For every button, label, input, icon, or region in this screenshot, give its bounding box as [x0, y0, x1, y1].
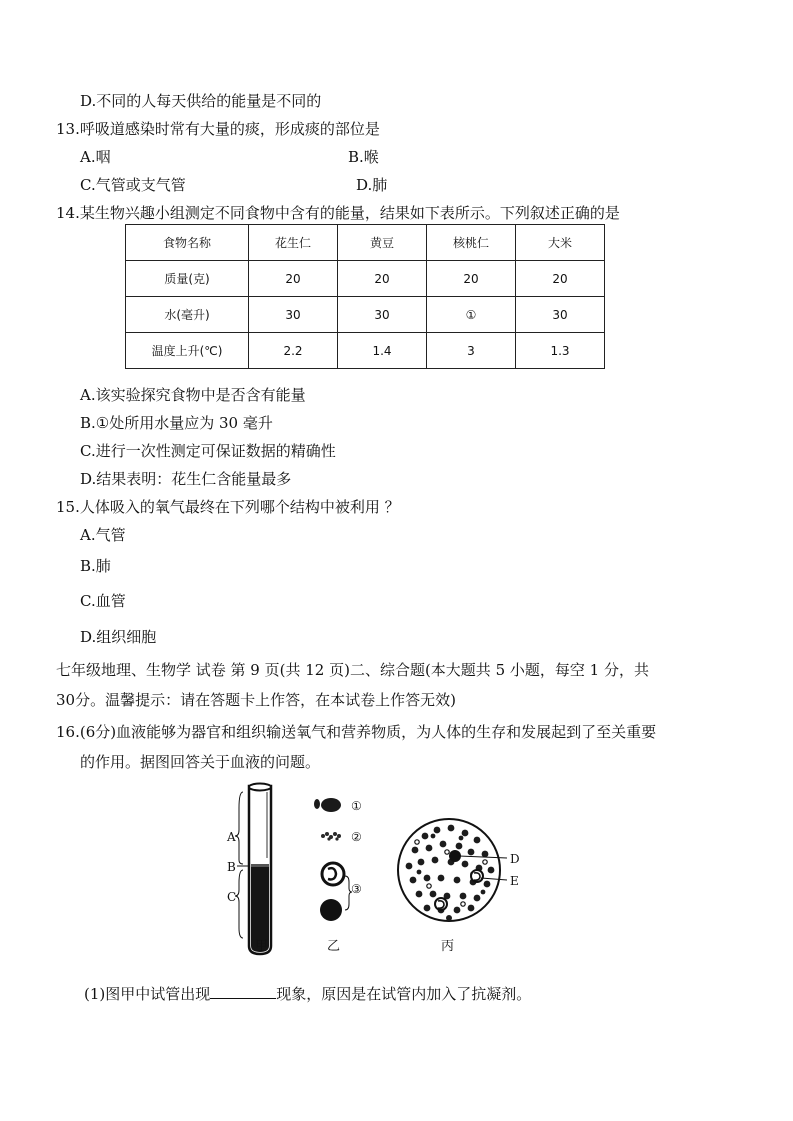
blood-figure [215, 778, 545, 963]
label-b: B [227, 860, 236, 874]
table-cell: 水(毫升) [126, 297, 249, 333]
label-a: A [227, 830, 236, 844]
label-d: D [510, 852, 520, 866]
q14-option-c: C.进行一次性测定可保证数据的精确性 [80, 442, 336, 460]
food-energy-table [125, 224, 605, 369]
label-1: ① [351, 799, 362, 813]
q14-option-b: B.①处所用水量应为 30 毫升 [80, 414, 273, 432]
section-header-line2: 30分。温馨提示：请在答题卡上作答，在本试卷上作答无效) [56, 691, 456, 709]
table-row [126, 261, 605, 297]
table-cell: 1.3 [516, 333, 605, 369]
q13-option-a: A.咽 [80, 148, 111, 166]
table-cell: 20 [427, 261, 516, 297]
table-cell: ① [427, 297, 516, 333]
table-header-cell: 大米 [516, 225, 605, 261]
q13-stem: 13.呼吸道感染时常有大量的痰，形成痰的部位是 [56, 120, 380, 138]
q13-option-c: C.气管或支气管 [80, 176, 186, 194]
q15-option-c: C.血管 [80, 592, 126, 610]
label-2: ② [351, 830, 362, 844]
table-header-cell: 花生仁 [249, 225, 338, 261]
table-header-cell: 食物名称 [126, 225, 249, 261]
section-header-line1: 七年级地理、生物学 试卷 第 9 页(共 12 页)二、综合题(本大题共 5 小题，每空 1 分，共 [56, 661, 649, 679]
label-bing: 丙 [441, 939, 455, 954]
table-cell: 30 [338, 297, 427, 333]
q15-option-d: D.组织细胞 [80, 628, 157, 646]
blood-cells-illustration [314, 798, 344, 921]
q16-stem-line2: 的作用。据图回答关于血液的问题。 [80, 753, 321, 771]
q14-option-a: A.该实验探究食物中是否含有能量 [80, 386, 306, 404]
label-jia: 甲 [255, 939, 269, 954]
table-row [126, 333, 605, 369]
table-header-row [126, 225, 605, 261]
q15-option-b: B.肺 [80, 557, 111, 575]
table-row [126, 297, 605, 333]
table-cell: 20 [338, 261, 427, 297]
table-cell: 3 [427, 333, 516, 369]
label-c: C [227, 890, 237, 904]
table-header-cell: 核桃仁 [427, 225, 516, 261]
q14-option-d: D.结果表明：花生仁含能量最多 [80, 470, 292, 488]
table-cell: 质量(克) [126, 261, 249, 297]
q14-stem: 14.某生物兴趣小组测定不同食物中含有的能量，结果如下表所示。下列叙述正确的是 [56, 204, 620, 222]
label-yi: 乙 [327, 939, 341, 954]
q16-subquestion-1 [84, 984, 531, 1004]
q13-option-d: D.肺 [356, 176, 388, 194]
test-tube-illustration [235, 784, 271, 955]
answer-blank [210, 984, 276, 999]
table-cell: 2.2 [249, 333, 338, 369]
table-cell: 20 [516, 261, 605, 297]
q15-option-a: A.气管 [80, 526, 126, 544]
microscope-view-illustration [398, 819, 507, 921]
table-cell: 30 [249, 297, 338, 333]
table-cell: 温度上升(℃) [126, 333, 249, 369]
q12-option-d: D.不同的人每天供给的能量是不同的 [80, 92, 322, 110]
sub1-text-before: (1)图甲中试管出现 [84, 985, 211, 1003]
label-e: E [510, 874, 519, 888]
sub1-text-after: 现象，原因是在试管内加入了抗凝剂。 [276, 985, 532, 1003]
table-cell: 30 [516, 297, 605, 333]
q13-option-b: B.喉 [348, 148, 379, 166]
q15-stem: 15.人体吸入的氧气最终在下列哪个结构中被利用 ？ [56, 498, 400, 516]
table-cell: 1.4 [338, 333, 427, 369]
table-cell: 20 [249, 261, 338, 297]
table-header-cell: 黄豆 [338, 225, 427, 261]
q16-stem-line1: 16.(6分)血液能够为器官和组织输送氧气和营养物质，为人体的生存和发展起到了至关重要 [56, 723, 657, 741]
label-3: ③ [351, 882, 362, 896]
